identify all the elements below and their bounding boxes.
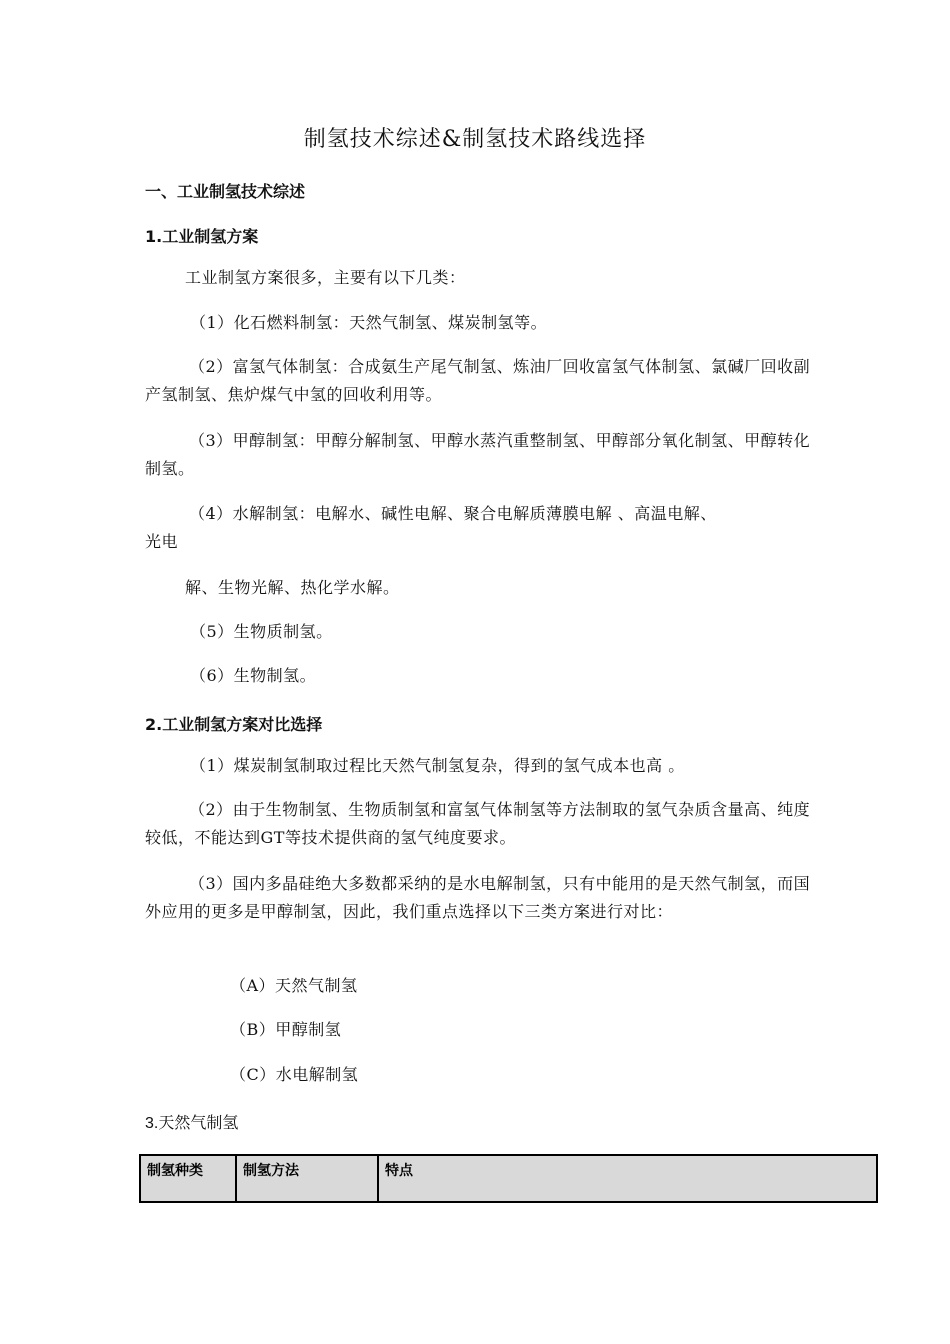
table-header-row xyxy=(140,1155,877,1202)
list-item: （1）煤炭制氢制取过程比天然气制氢复杂，得到的氢气成本也高 。 xyxy=(190,756,685,775)
option-item: （B）甲醇制氢 xyxy=(230,1020,342,1039)
table-header-cell: 制氢方法 xyxy=(236,1155,378,1202)
list-item xyxy=(145,500,825,556)
list-item: （3）甲醇制氢：甲醇分解制氢、甲醇水蒸汽重整制氢、甲醇部分氧化制氢、甲醇转化制氢。 xyxy=(145,431,811,478)
option-item: （C）水电解制氢 xyxy=(230,1065,359,1084)
list-item: （1）化石燃料制氢：天然气制氢、煤炭制氢等。 xyxy=(190,313,548,332)
subsection-heading-3: 3.天然气制氢 xyxy=(145,1115,239,1132)
subsection-heading-1: 1.工业制氢方案 xyxy=(145,227,259,246)
subsection-heading-2: 2.工业制氢方案对比选择 xyxy=(145,715,323,734)
list-item: （2）富氢气体制氢：合成氨生产尾气制氢、炼油厂回收富氢气体制氢、氯碱厂回收副产氢制氢、焦炉煤气中氢的回收利用等。 xyxy=(145,357,811,404)
option-item: （A）天然气制氢 xyxy=(230,976,358,995)
method-table xyxy=(139,1154,878,1203)
document-title: 制氢技术综述&制氢技术路线选择 xyxy=(303,127,647,152)
list-item-continuation: 解、生物光解、热化学水解。 xyxy=(185,578,400,597)
list-item: （5）生物质制氢。 xyxy=(190,622,333,641)
list-item-line: 光电 xyxy=(145,532,179,551)
list-item: （3）国内多晶硅绝大多数都采纳的是水电解制氢，只有中能用的是天然气制氢，而国外应用的更多是甲醇制氢，因此，我们重点选择以下三类方案进行对比： xyxy=(145,874,811,921)
intro-paragraph: 工业制氢方案很多，主要有以下几类： xyxy=(185,268,466,287)
list-item-line: （4）水解制氢：电解水、碱性电解、聚合电解质薄膜电解 、高温电解、 xyxy=(189,504,717,523)
table-header-cell: 特点 xyxy=(378,1155,877,1202)
section-heading: 一、工业制氢技术综述 xyxy=(145,182,306,201)
table-header-cell: 制氢种类 xyxy=(140,1155,236,1202)
list-item: （2）由于生物制氢、生物质制氢和富氢气体制氢等方法制取的氢气杂质含量高、纯度较低，不能达到GT等技术提供商的氢气纯度要求。 xyxy=(145,800,811,847)
list-item: （6）生物制氢。 xyxy=(190,666,317,685)
